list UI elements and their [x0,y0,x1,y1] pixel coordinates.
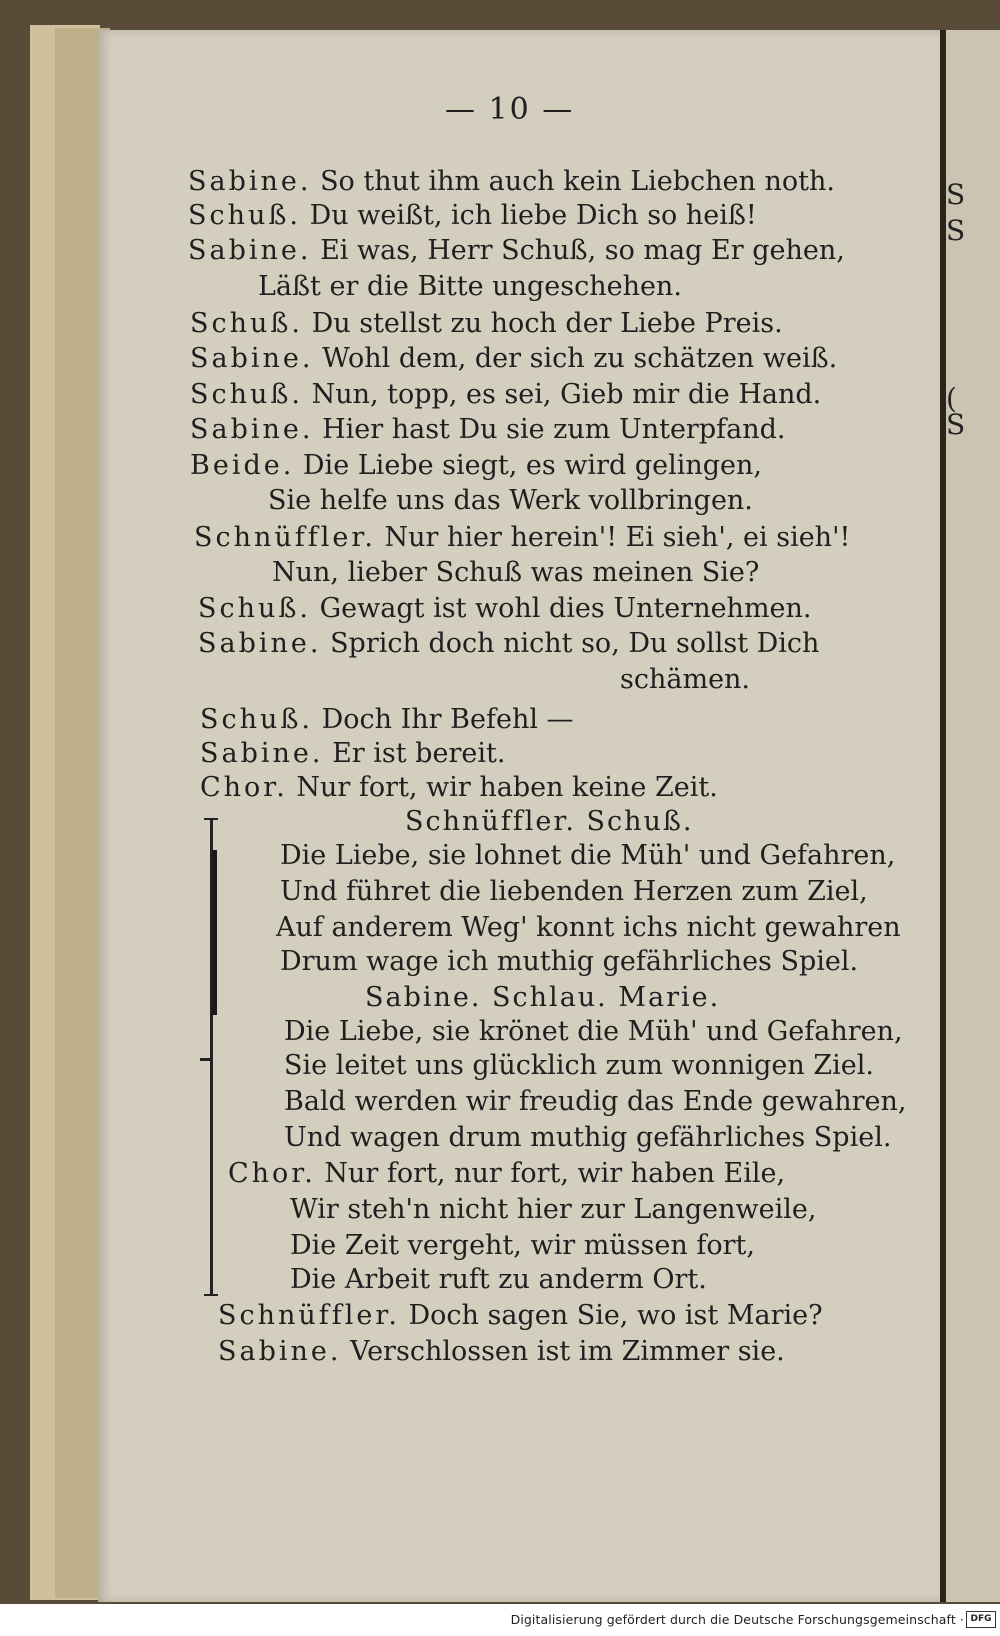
line-text: Schnüffler. Schuß. [405,806,694,837]
text-line [620,664,750,695]
line-text: Wohl dem, der sich zu schätzen weiß. [322,343,838,374]
speaker-name: Chor. [228,1158,316,1189]
text-line [190,379,821,410]
text-line [198,628,819,659]
text-line [284,1086,906,1117]
text-line [190,343,837,374]
text-line [280,946,858,977]
line-text: Die Arbeit ruft zu anderm Ort. [290,1264,707,1295]
next-page-fragment: S [946,178,966,211]
next-page-fragment: S [946,214,966,247]
text-line [284,1016,903,1047]
next-page-fragment: ( [946,382,957,415]
speaker-name: Sabine. [200,738,324,769]
line-text: Gewagt ist wohl dies Unternehmen. [319,593,812,624]
speaker-name: Sabine. [188,166,312,197]
text-line [190,414,785,445]
speaker-name: Sabine. [198,628,322,659]
line-text: Drum wage ich muthig gefährliches Spiel. [280,946,859,977]
speaker-name: Beide. [190,450,295,481]
line-text: Nur fort, wir haben keine Zeit. [296,772,718,803]
text-line [268,485,753,516]
text-line [405,806,694,837]
line-text: schämen. [620,664,751,695]
line-text: Sie helfe uns das Werk vollbringen. [268,485,753,516]
text-line [276,912,901,943]
line-text: Nur fort, nur fort, wir haben Eile, [324,1158,786,1189]
text-line [200,704,574,735]
next-page-strip [946,30,1000,1602]
line-text: Und wagen drum muthig gefährliches Spiel. [284,1122,892,1153]
footer-bar [0,1604,1000,1636]
text-line [280,840,895,871]
line-text: Wir steh'n nicht hier zur Langenweile, [290,1194,817,1225]
bracket-cap-top [204,818,218,820]
page-number: — 10 — [445,92,575,127]
line-text: Doch Ihr Befehl — [321,704,574,735]
text-line [188,235,845,266]
text-line [284,1050,874,1081]
line-text: Läßt er die Bitte ungeschehen. [258,271,682,302]
speaker-name: Schnüffler. [194,522,376,553]
line-text: Sie leitet uns glücklich zum wonnigen Ziel. [284,1050,874,1081]
line-text: So thut ihm auch kein Liebchen noth. [320,166,835,197]
text-line [194,522,850,553]
line-text: Verschlossen ist im Zimmer sie. [350,1336,785,1367]
line-text: Bald werden wir freudig das Ende gewahren, [284,1086,907,1117]
speaker-name: Schuß. [200,704,314,735]
line-text: Nur hier herein'! Ei sieh', ei sieh'! [384,522,851,553]
text-line [290,1230,755,1261]
text-line [200,738,505,769]
speaker-name: Schuß. [190,379,304,410]
speaker-name: Schuß. [198,593,312,624]
text-line [228,1158,785,1189]
line-text: Die Liebe, sie krönet die Müh' und Gefahren, [284,1016,903,1047]
line-text: Die Liebe, sie lohnet die Müh' und Gefahren, [280,840,896,871]
line-text: Er ist bereit. [332,738,506,769]
speaker-name: Schnüffler. [218,1300,400,1331]
text-line [198,593,812,624]
text-line [280,876,868,907]
line-text: Du weißt, ich liebe Dich so heiß! [309,200,757,231]
line-text: Die Liebe siegt, es wird gelingen, [302,450,762,481]
line-text: Sabine. Schlau. Marie. [365,982,721,1013]
text-line [218,1300,823,1331]
text-line [200,772,718,803]
bracket-nub [200,1058,212,1061]
text-line [218,1336,785,1367]
line-text: Nun, lieber Schuß was meinen Sie? [272,557,760,588]
text-line [188,166,835,197]
line-text: Und führet die liebenden Herzen zum Ziel, [280,876,868,907]
speaker-name: Chor. [200,772,288,803]
dfg-logo: DFG [966,1611,996,1628]
text-line [190,308,783,339]
line-text: Ei was, Herr Schuß, so mag Er gehen, [320,235,845,266]
line-text: Sprich doch nicht so, Du sollst Dich [330,628,820,659]
text-line [290,1194,816,1225]
text-line [290,1264,707,1295]
text-line [365,982,720,1013]
line-text: Nun, topp, es sei, Gieb mir die Hand. [311,379,822,410]
bracket-thick-segment [212,850,217,1015]
text-line [190,450,762,481]
text-line [284,1122,891,1153]
speaker-name: Sabine. [188,235,312,266]
line-text: Die Zeit vergeht, wir müssen fort, [290,1230,755,1261]
line-text: Auf anderem Weg' konnt ichs nicht gewahren [276,912,901,943]
speaker-name: Schuß. [188,200,302,231]
footer-credit: Digitalisierung gefördert durch die Deutsche Forschungsgemeinschaft · [510,1612,964,1627]
line-text: Doch sagen Sie, wo ist Marie? [408,1300,823,1331]
line-text: Du stellst zu hoch der Liebe Preis. [311,308,783,339]
speaker-name: Schuß. [190,308,304,339]
next-page-fragment: S [946,408,966,441]
speaker-name: Sabine. [218,1336,342,1367]
bracket-cap-bottom [204,1294,218,1296]
speaker-name: Sabine. [190,414,314,445]
text-line [258,271,682,302]
text-line [272,557,759,588]
speaker-name: Sabine. [190,343,314,374]
line-text: Hier hast Du sie zum Unterpfand. [322,414,786,445]
text-line [188,200,757,231]
